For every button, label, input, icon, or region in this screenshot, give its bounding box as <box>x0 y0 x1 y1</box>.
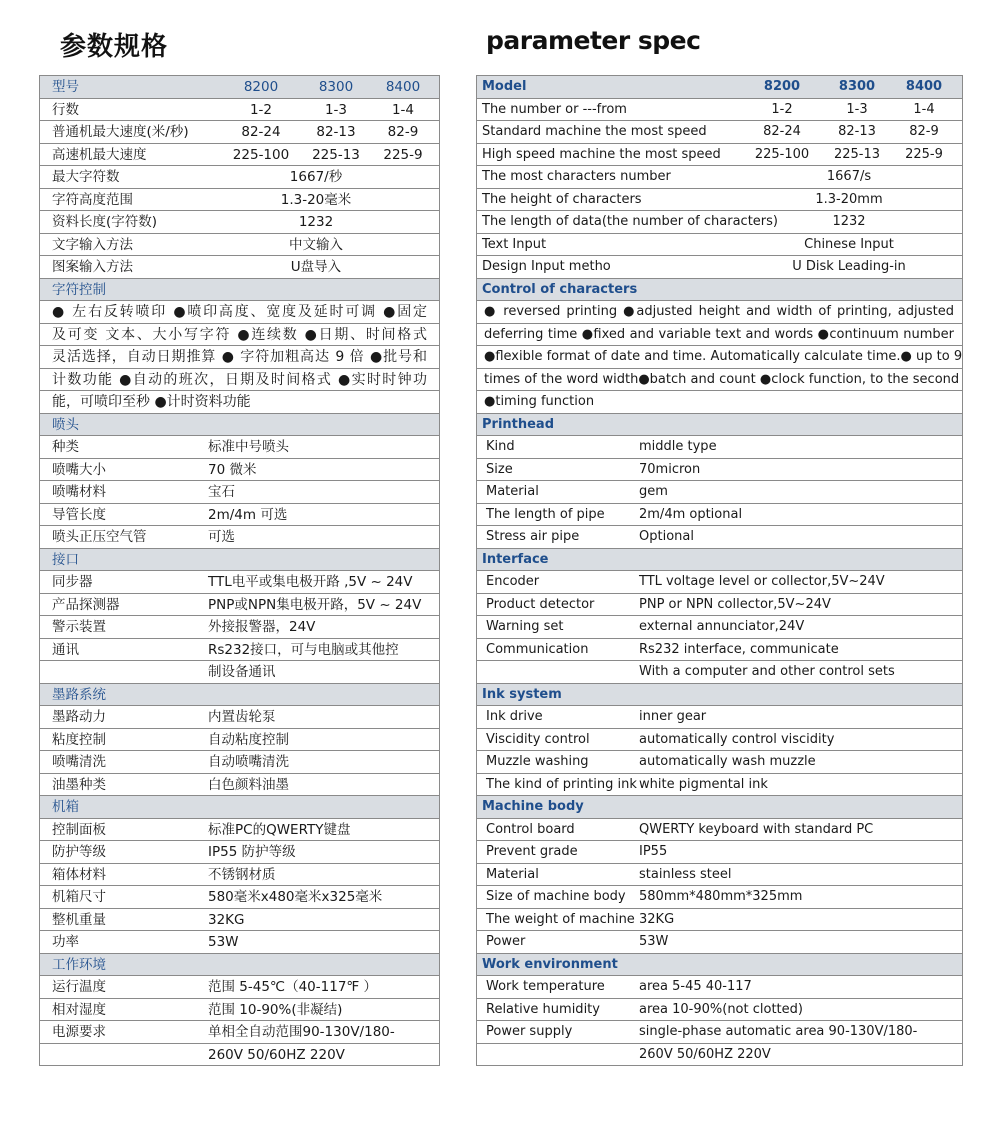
spec-value: 53W <box>208 934 239 950</box>
spec-row <box>40 886 439 909</box>
spec-row <box>40 706 439 729</box>
spec-value: Rs232接口，可与电脑或其他控 <box>208 641 399 658</box>
chinese-page-title: 参数规格 <box>60 32 169 62</box>
spec-label: Encoder <box>486 574 540 589</box>
spec-row <box>477 99 962 122</box>
spec-label: 喷嘴清洗 <box>52 754 106 770</box>
spec-label: 粘度控制 <box>52 731 106 748</box>
spec-label: 通讯 <box>52 641 79 658</box>
spec-value: 自动喷嘴清洗 <box>208 754 289 770</box>
spec-label: 种类 <box>52 439 79 455</box>
feature-text: ● reversed printing ●adjusted height and width of printing, adjusted <box>484 304 954 319</box>
spec-label: 相对湿度 <box>52 1001 106 1018</box>
spec-value: 82-24 <box>763 124 801 139</box>
model-name: 8400 <box>385 79 421 95</box>
model-name: 8400 <box>905 79 943 94</box>
spec-label: Control board <box>486 821 575 837</box>
spec-row <box>477 751 962 774</box>
spec-value: 2m/4m optional <box>639 506 743 522</box>
spec-row <box>40 774 439 797</box>
spec-value: 1-3 <box>324 101 348 118</box>
feature-text: 能，可喷印至秒 ●计时资料功能 <box>52 394 251 410</box>
spec-row <box>40 931 439 954</box>
spec-value: 标准PC的QWERTY键盘 <box>208 821 351 838</box>
feature-text: deferring time ●fixed and variable text and words ●continuum number <box>484 326 954 342</box>
spec-value: 1-2 <box>249 101 273 118</box>
spec-row <box>477 661 962 684</box>
spec-row <box>477 594 962 617</box>
spec-value: TTL电平或集电极开路 ,5V ~ 24V <box>208 574 413 590</box>
spec-value: 225-100 <box>232 146 290 163</box>
section-title: 工作环境 <box>52 956 106 973</box>
spec-value: 内置齿轮泵 <box>208 709 276 725</box>
spec-label: 整机重量 <box>52 911 106 928</box>
spec-label: 文字输入方法 <box>52 236 133 253</box>
spec-row <box>40 751 439 774</box>
section-title: 机箱 <box>52 799 79 815</box>
spec-value: 范围 5-45℃（40-117℉ ） <box>208 979 378 995</box>
spec-label: Viscidity control <box>486 731 590 747</box>
spec-value: white pigmental ink <box>639 776 768 792</box>
spec-value: 1.3-20mm <box>815 191 883 207</box>
spec-value: automatically wash muzzle <box>639 754 816 769</box>
spec-label: 喷嘴大小 <box>52 461 106 478</box>
spec-value: 制设备通讯 <box>208 664 276 680</box>
spec-value: Rs232 interface, communicate <box>639 641 839 657</box>
spec-value: QWERTY keyboard with standard PC <box>639 821 874 837</box>
english-page-title: parameter spec <box>486 26 701 55</box>
spec-row <box>40 526 439 549</box>
model-header-label: 型号 <box>52 79 79 95</box>
spec-row <box>477 706 962 729</box>
spec-value: 580mm*480mm*325mm <box>639 889 803 904</box>
spec-value: 225-13 <box>833 146 881 162</box>
section-title: 墨路系统 <box>52 686 106 703</box>
spec-value: 225-100 <box>754 146 810 162</box>
spec-row <box>40 639 439 662</box>
spec-row <box>477 121 962 144</box>
spec-row <box>477 481 962 504</box>
spec-row <box>477 864 962 887</box>
section-title: 字符控制 <box>52 281 106 298</box>
feature-text: 及可变 文本、大小写字符 ●连续数 ●日期、时间格式 <box>52 326 427 343</box>
model-header-row <box>40 76 439 99</box>
spec-value: 宝石 <box>208 484 235 500</box>
spec-row <box>40 256 439 279</box>
spec-value: 82-13 <box>838 124 876 139</box>
spec-value: single-phase automatic area 90-130V/180- <box>639 1024 918 1039</box>
spec-label: 资料长度(字符数) <box>52 214 158 230</box>
spec-value: 70 微米 <box>208 461 257 478</box>
spec-value: 225-13 <box>312 146 360 163</box>
spec-value: 1-4 <box>913 101 935 117</box>
feature-text: 灵活选择，自动日期推算 ● 字符加粗高达 9 倍 ●批号和 <box>52 349 427 365</box>
spec-value: 外接报警器，24V <box>208 619 316 635</box>
spec-label: 墨路动力 <box>52 709 106 725</box>
spec-label: Warning set <box>486 619 564 634</box>
spec-value: PNP or NPN collector,5V~24V <box>639 596 831 612</box>
feature-text-row <box>477 391 962 414</box>
spec-value: 白色颜料油墨 <box>208 776 289 793</box>
section-header-env <box>477 954 962 977</box>
spec-row <box>40 99 439 122</box>
section-header-interface <box>477 549 962 572</box>
spec-value: U盘导入 <box>290 259 342 275</box>
spec-value: 260V 50/60HZ 220V <box>639 1046 771 1062</box>
spec-label: Communication <box>486 641 589 657</box>
section-title: 接口 <box>52 551 79 568</box>
spec-row <box>477 256 962 279</box>
spec-label: Size of machine body <box>486 889 626 904</box>
feature-text: ● 左右反转喷印 ●喷印高度、宽度及延时可调 ●固定 <box>52 304 427 320</box>
spec-label: Muzzle washing <box>486 754 589 769</box>
spec-row <box>40 729 439 752</box>
spec-label: 最大字符数 <box>52 169 120 185</box>
spec-label: The number or ---from <box>482 101 627 117</box>
spec-row <box>477 841 962 864</box>
spec-value: 不锈钢材质 <box>208 866 276 883</box>
spec-row <box>477 819 962 842</box>
section-title: Interface <box>482 551 549 567</box>
spec-label: 字符高度范围 <box>52 191 133 208</box>
spec-row <box>40 189 439 212</box>
feature-text: ●flexible format of date and time. Automatically calculate time.● up to 9 <box>484 349 963 364</box>
spec-value: 82-9 <box>387 124 419 140</box>
spec-row <box>477 459 962 482</box>
feature-text: ●timing function <box>484 394 595 409</box>
section-header-char-control <box>40 279 439 302</box>
spec-row <box>40 459 439 482</box>
spec-label: The length of pipe <box>486 506 605 522</box>
spec-row <box>40 1044 439 1067</box>
spec-value: 范围 10-90%(非凝结) <box>208 1001 343 1018</box>
spec-value: 1667/s <box>826 169 872 184</box>
spec-label: Power <box>486 934 526 949</box>
spec-value: IP55 防护等级 <box>208 844 296 860</box>
spec-row <box>40 864 439 887</box>
feature-text-row <box>477 324 962 347</box>
spec-label: The weight of machine <box>486 911 635 927</box>
spec-label: 油墨种类 <box>52 776 106 793</box>
spec-value: 标准中号喷头 <box>208 439 289 455</box>
spec-row <box>40 819 439 842</box>
spec-label: High speed machine the most speed <box>482 146 721 162</box>
spec-value: 1232 <box>298 214 334 230</box>
spec-value: TTL voltage level or collector,5V~24V <box>639 574 885 589</box>
spec-label: Text Input <box>482 236 547 252</box>
spec-value: U Disk Leading-in <box>792 259 906 274</box>
spec-value: IP55 <box>639 844 668 859</box>
spec-value: middle type <box>639 439 717 454</box>
spec-value: 225-9 <box>905 146 943 162</box>
spec-label: Standard machine the most speed <box>482 124 707 139</box>
spec-value: 32KG <box>639 911 675 927</box>
spec-value: 82-24 <box>241 124 281 140</box>
model-header-row <box>477 76 962 99</box>
feature-text-row <box>477 369 962 392</box>
feature-text-row <box>40 346 439 369</box>
spec-row <box>477 999 962 1022</box>
section-header-machine <box>40 796 439 819</box>
spec-value: stainless steel <box>639 866 732 882</box>
spec-label: 产品探测器 <box>52 596 120 613</box>
spec-row <box>40 841 439 864</box>
spec-row <box>40 504 439 527</box>
spec-label: 高速机最大速度 <box>52 146 147 163</box>
section-title: Ink system <box>482 686 562 702</box>
spec-row <box>477 526 962 549</box>
spec-label: Design Input metho <box>482 259 611 274</box>
spec-row <box>40 571 439 594</box>
spec-value: Optional <box>639 529 694 544</box>
section-header-env <box>40 954 439 977</box>
section-title: Control of characters <box>482 281 638 297</box>
spec-label: 警示装置 <box>52 619 106 635</box>
spec-value: 1232 <box>832 214 866 229</box>
spec-value: 225-9 <box>383 146 423 163</box>
spec-value: With a computer and other control sets <box>639 664 895 679</box>
spec-row <box>40 999 439 1022</box>
spec-row <box>477 1021 962 1044</box>
spec-row <box>40 976 439 999</box>
feature-text-row <box>40 391 439 414</box>
spec-value: 82-9 <box>909 124 939 139</box>
feature-text-row <box>477 346 962 369</box>
spec-value: automatically control viscidity <box>639 731 835 747</box>
spec-value: 70micron <box>639 461 701 477</box>
spec-row <box>477 166 962 189</box>
spec-label: 普通机最大速度(米/秒) <box>52 124 189 140</box>
spec-row <box>40 594 439 617</box>
spec-row <box>477 931 962 954</box>
spec-row <box>477 639 962 662</box>
english-spec-table <box>476 75 963 1066</box>
model-name: 8300 <box>838 79 876 94</box>
spec-row <box>40 481 439 504</box>
spec-value: 可选 <box>208 529 235 545</box>
spec-value: 260V 50/60HZ 220V <box>208 1046 345 1063</box>
spec-label: 喷头正压空气管 <box>52 529 147 545</box>
spec-value: area 10-90%(not clotted) <box>639 1001 803 1017</box>
spec-row <box>477 211 962 234</box>
feature-text-row <box>40 369 439 392</box>
spec-value: 1-4 <box>391 101 415 118</box>
spec-row <box>477 886 962 909</box>
spec-label: 导管长度 <box>52 506 106 523</box>
section-header-printhead <box>477 414 962 437</box>
spec-label: 电源要求 <box>52 1024 106 1040</box>
spec-value: 1667/秒 <box>289 169 343 185</box>
spec-label: 机箱尺寸 <box>52 889 106 905</box>
spec-label: The kind of printing ink <box>486 776 637 792</box>
spec-label: The length of data(the number of characters) <box>482 214 778 229</box>
spec-value: 中文输入 <box>289 236 343 253</box>
feature-text-row <box>40 301 439 324</box>
section-header-ink <box>40 684 439 707</box>
spec-value: 82-13 <box>316 124 356 140</box>
spec-value: 53W <box>639 934 669 949</box>
spec-label: Relative humidity <box>486 1001 600 1017</box>
spec-value: 1.3-20毫米 <box>280 191 352 208</box>
section-header-interface <box>40 549 439 572</box>
section-title: Work environment <box>482 956 618 972</box>
model-name: 8200 <box>243 79 279 95</box>
spec-row <box>40 1021 439 1044</box>
spec-row <box>477 976 962 999</box>
spec-label: Size <box>486 461 513 477</box>
model-header-label: Model <box>482 79 527 94</box>
feature-text: 计数功能 ●自动的班次，日期及时间格式 ●实时时钟功 <box>52 371 427 388</box>
spec-label: 运行温度 <box>52 979 106 995</box>
spec-row <box>477 1044 962 1067</box>
section-title: 喷头 <box>52 416 79 433</box>
spec-value: Chinese Input <box>804 236 894 252</box>
spec-label: Material <box>486 484 539 499</box>
spec-row <box>40 144 439 167</box>
spec-label: Stress air pipe <box>486 529 580 544</box>
spec-row <box>477 436 962 459</box>
spec-value: gem <box>639 484 668 499</box>
spec-value: 32KG <box>208 911 245 928</box>
spec-row <box>40 121 439 144</box>
spec-value: PNP或NPN集电极开路，5V ~ 24V <box>208 596 422 613</box>
spec-label: 行数 <box>52 101 79 118</box>
spec-label: The height of characters <box>482 191 642 207</box>
feature-text: times of the word width●batch and count ●clock function, to the second <box>484 371 960 387</box>
spec-label: 控制面板 <box>52 821 106 838</box>
spec-row <box>477 189 962 212</box>
model-name: 8300 <box>318 79 354 95</box>
spec-row <box>477 504 962 527</box>
spec-value: area 5-45 40-117 <box>639 979 752 994</box>
spec-label: 功率 <box>52 934 79 950</box>
section-title: Machine body <box>482 799 584 814</box>
spec-value: 单相全自动范围90-130V/180- <box>208 1024 395 1040</box>
spec-value: 1-3 <box>846 101 868 117</box>
spec-label: 同步器 <box>52 574 93 590</box>
spec-value: 1-2 <box>771 101 793 117</box>
section-header-printhead <box>40 414 439 437</box>
spec-label: Kind <box>486 439 515 454</box>
spec-row <box>40 436 439 459</box>
section-header-ink <box>477 684 962 707</box>
spec-label: Ink drive <box>486 709 543 724</box>
spec-row <box>40 616 439 639</box>
spec-value: inner gear <box>639 709 707 724</box>
spec-row <box>40 909 439 932</box>
spec-value: 2m/4m 可选 <box>208 506 288 523</box>
spec-label: 防护等级 <box>52 844 106 860</box>
spec-row <box>40 166 439 189</box>
spec-label: Product detector <box>486 596 595 612</box>
spec-label: 图案输入方法 <box>52 259 133 275</box>
spec-row <box>477 144 962 167</box>
spec-row <box>40 234 439 257</box>
spec-row <box>477 729 962 752</box>
spec-label: Material <box>486 866 539 882</box>
spec-label: 喷嘴材料 <box>52 484 106 500</box>
spec-row <box>40 211 439 234</box>
spec-label: Work temperature <box>486 979 605 994</box>
feature-text-row <box>40 324 439 347</box>
spec-row <box>477 571 962 594</box>
spec-label: 箱体材料 <box>52 866 106 883</box>
spec-row <box>477 774 962 797</box>
chinese-spec-table <box>39 75 440 1066</box>
spec-row <box>477 909 962 932</box>
spec-label: Power supply <box>486 1024 573 1039</box>
spec-label: The most characters number <box>482 169 671 184</box>
spec-value: external annunciator,24V <box>639 619 805 634</box>
section-header-char-control <box>477 279 962 302</box>
spec-row <box>477 616 962 639</box>
model-name: 8200 <box>763 79 801 94</box>
spec-label: Prevent grade <box>486 844 578 859</box>
spec-value: 580毫米x480毫米x325毫米 <box>208 889 383 905</box>
section-title: Printhead <box>482 416 555 432</box>
section-header-machine <box>477 796 962 819</box>
spec-value: 自动粘度控制 <box>208 731 289 748</box>
spec-row <box>40 661 439 684</box>
feature-text-row <box>477 301 962 324</box>
spec-row <box>477 234 962 257</box>
